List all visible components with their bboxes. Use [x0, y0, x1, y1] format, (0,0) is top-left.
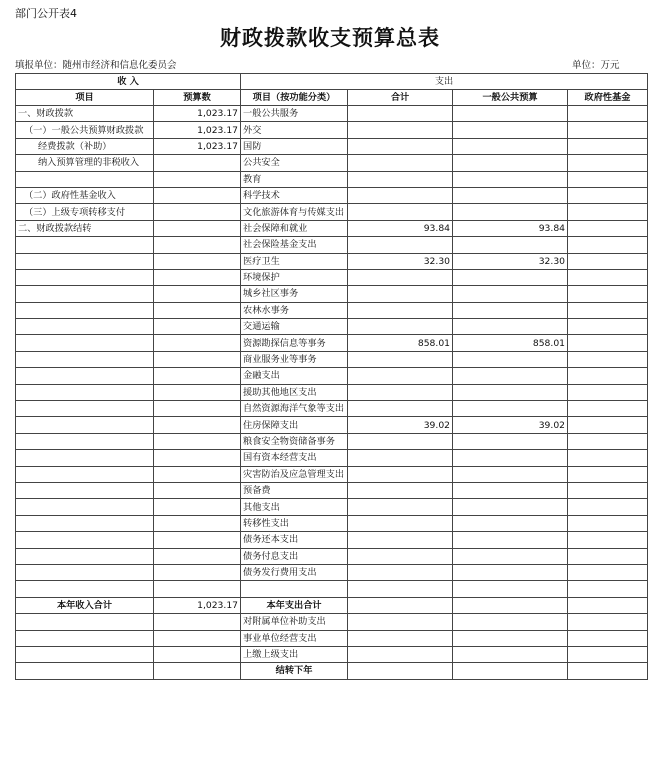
cell-expense-item: 上缴上级支出 [241, 646, 348, 662]
cell-expense-item: 社会保险基金支出 [241, 237, 348, 253]
cell-income-amount [154, 532, 241, 548]
cell-income-item [16, 237, 154, 253]
cell-expense-total [348, 122, 453, 138]
cell-income-amount [154, 564, 241, 580]
cell-income-item [16, 630, 154, 646]
cell-expense-government-fund [568, 433, 648, 449]
cell-expense-item: 医疗卫生 [241, 253, 348, 269]
cell-expense-item: 城乡社区事务 [241, 286, 348, 302]
table-row [16, 663, 648, 679]
cell-income-item [16, 302, 154, 318]
cell-expense-item: 金融支出 [241, 368, 348, 384]
cell-expense-government-fund [568, 171, 648, 187]
cell-expense-total [348, 646, 453, 662]
cell-expense-total [348, 630, 453, 646]
cell-expense-item: 债务还本支出 [241, 532, 348, 548]
col-header-general-budget: 一般公共预算 [453, 90, 568, 106]
cell-income-item [16, 466, 154, 482]
cell-expense-government-fund [568, 253, 648, 269]
cell-expense-total [348, 171, 453, 187]
cell-expense-item: 社会保障和就业 [241, 220, 348, 236]
cell-income-item [16, 532, 154, 548]
table-row [16, 482, 648, 498]
cell-expense-total [348, 532, 453, 548]
cell-income-item [16, 171, 154, 187]
cell-expense-total [348, 597, 453, 613]
cell-expense-government-fund [568, 368, 648, 384]
cell-income-item [16, 384, 154, 400]
cell-expense-total [348, 466, 453, 482]
cell-expense-government-fund [568, 187, 648, 203]
cell-expense-general-budget [453, 532, 568, 548]
cell-expense-general-budget [453, 302, 568, 318]
cell-income-item [16, 450, 154, 466]
cell-income-item [16, 368, 154, 384]
cell-income-amount [154, 450, 241, 466]
table-row [16, 384, 648, 400]
cell-expense-item: 对附属单位补助支出 [241, 614, 348, 630]
cell-expense-general-budget [453, 646, 568, 662]
cell-expense-total [348, 663, 453, 679]
cell-income-amount [154, 384, 241, 400]
cell-income-item [16, 269, 154, 285]
cell-expense-general-budget [453, 515, 568, 531]
cell-expense-general-budget: 39.02 [453, 417, 568, 433]
column-header-row [16, 90, 648, 106]
expense-group-header: 支出 [241, 74, 648, 90]
reporting-unit: 填报单位：随州市经济和信息化委员会 [15, 60, 177, 71]
table-row [16, 564, 648, 580]
cell-income-amount [154, 482, 241, 498]
cell-income-amount [154, 302, 241, 318]
cell-expense-total: 858.01 [348, 335, 453, 351]
cell-expense-general-budget [453, 401, 568, 417]
cell-expense-item: 其他支出 [241, 499, 348, 515]
cell-expense-general-budget [453, 204, 568, 220]
cell-expense-total [348, 286, 453, 302]
cell-expense-total [348, 384, 453, 400]
cell-income-amount [154, 630, 241, 646]
cell-expense-government-fund [568, 482, 648, 498]
cell-income-item: 纳入预算管理的非税收入 [16, 155, 154, 171]
cell-income-amount [154, 663, 241, 679]
table-row [16, 581, 648, 597]
cell-income-amount: 1,023.17 [154, 122, 241, 138]
cell-income-item: （一）一般公共预算财政拨款 [16, 122, 154, 138]
table-row [16, 368, 648, 384]
cell-expense-item: 外交 [241, 122, 348, 138]
cell-expense-item: 一般公共服务 [241, 106, 348, 122]
table-row [16, 351, 648, 367]
cell-expense-government-fund [568, 499, 648, 515]
cell-expense-government-fund [568, 401, 648, 417]
cell-income-item [16, 646, 154, 662]
cell-expense-general-budget [453, 319, 568, 335]
table-row [16, 597, 648, 613]
cell-expense-general-budget [453, 237, 568, 253]
cell-expense-item: 灾害防治及应急管理支出 [241, 466, 348, 482]
table-row [16, 319, 648, 335]
cell-expense-item: 债务付息支出 [241, 548, 348, 564]
table-row [16, 401, 648, 417]
cell-income-amount [154, 548, 241, 564]
table-row [16, 548, 648, 564]
cell-expense-general-budget [453, 482, 568, 498]
cell-expense-item: 住房保障支出 [241, 417, 348, 433]
cell-income-item [16, 581, 154, 597]
table-row [16, 466, 648, 482]
cell-expense-government-fund [568, 466, 648, 482]
cell-expense-total: 93.84 [348, 220, 453, 236]
cell-income-item [16, 564, 154, 580]
cell-income-amount [154, 269, 241, 285]
cell-expense-general-budget [453, 450, 568, 466]
cell-expense-government-fund [568, 204, 648, 220]
cell-income-item [16, 548, 154, 564]
cell-income-item [16, 433, 154, 449]
cell-income-amount [154, 204, 241, 220]
cell-expense-item: 粮食安全物资储备事务 [241, 433, 348, 449]
cell-expense-government-fund [568, 515, 648, 531]
cell-expense-item: 文化旅游体育与传媒支出 [241, 204, 348, 220]
cell-expense-government-fund [568, 450, 648, 466]
table-row [16, 302, 648, 318]
cell-expense-item: 转移性支出 [241, 515, 348, 531]
cell-income-amount [154, 335, 241, 351]
table-row [16, 433, 648, 449]
cell-expense-item: 国有资本经营支出 [241, 450, 348, 466]
cell-income-amount: 1,023.17 [154, 138, 241, 154]
cell-expense-government-fund [568, 138, 648, 154]
table-row [16, 646, 648, 662]
table-row [16, 417, 648, 433]
cell-expense-government-fund [568, 646, 648, 662]
budget-table [15, 73, 648, 680]
cell-expense-general-budget [453, 269, 568, 285]
cell-expense-total [348, 515, 453, 531]
cell-income-item: 二、财政拨款结转 [16, 220, 154, 236]
table-row [16, 515, 648, 531]
cell-income-amount [154, 187, 241, 203]
cell-expense-general-budget [453, 614, 568, 630]
cell-expense-government-fund [568, 581, 648, 597]
cell-expense-total: 39.02 [348, 417, 453, 433]
cell-income-item [16, 499, 154, 515]
cell-expense-government-fund [568, 532, 648, 548]
cell-expense-government-fund [568, 630, 648, 646]
cell-expense-total [348, 138, 453, 154]
cell-expense-item: 科学技术 [241, 187, 348, 203]
table-row [16, 155, 648, 171]
cell-expense-total [348, 302, 453, 318]
cell-expense-general-budget [453, 597, 568, 613]
cell-expense-general-budget [453, 351, 568, 367]
cell-expense-general-budget [453, 499, 568, 515]
cell-expense-total [348, 548, 453, 564]
cell-income-item: 本年收入合计 [16, 597, 154, 613]
table-row [16, 614, 648, 630]
cell-income-amount [154, 368, 241, 384]
cell-expense-government-fund [568, 319, 648, 335]
cell-expense-item: 事业单位经营支出 [241, 630, 348, 646]
table-row [16, 630, 648, 646]
cell-income-item [16, 614, 154, 630]
cell-expense-total [348, 187, 453, 203]
cell-expense-government-fund [568, 597, 648, 613]
cell-expense-general-budget [453, 384, 568, 400]
cell-expense-total [348, 204, 453, 220]
cell-expense-item: 国防 [241, 138, 348, 154]
cell-expense-item: 自然资源海洋气象等支出 [241, 401, 348, 417]
cell-income-amount [154, 646, 241, 662]
table-row [16, 269, 648, 285]
currency-unit: 单位：万元 [572, 60, 620, 71]
cell-expense-general-budget: 32.30 [453, 253, 568, 269]
cell-expense-government-fund [568, 302, 648, 318]
cell-expense-item: 预备费 [241, 482, 348, 498]
table-row [16, 122, 648, 138]
cell-expense-general-budget [453, 368, 568, 384]
table-row [16, 106, 648, 122]
cell-expense-government-fund [568, 220, 648, 236]
cell-expense-general-budget [453, 155, 568, 171]
cell-expense-general-budget [453, 106, 568, 122]
cell-income-amount [154, 319, 241, 335]
doc-id: 部门公开表4 [15, 7, 77, 20]
col-header-total: 合计 [348, 90, 453, 106]
cell-income-item: （三）上级专项转移支付 [16, 204, 154, 220]
cell-expense-general-budget [453, 548, 568, 564]
cell-expense-general-budget [453, 581, 568, 597]
cell-expense-total [348, 351, 453, 367]
cell-income-amount [154, 237, 241, 253]
cell-income-item [16, 335, 154, 351]
cell-income-amount [154, 433, 241, 449]
table-row [16, 450, 648, 466]
cell-expense-general-budget: 858.01 [453, 335, 568, 351]
col-header-expense-item: 项目（按功能分类） [241, 90, 348, 106]
table-row [16, 532, 648, 548]
cell-expense-government-fund [568, 155, 648, 171]
cell-expense-item: 债务发行费用支出 [241, 564, 348, 580]
cell-expense-total [348, 237, 453, 253]
cell-expense-general-budget [453, 630, 568, 646]
cell-expense-general-budget [453, 564, 568, 580]
cell-income-item: 经费拨款（补助） [16, 138, 154, 154]
cell-expense-government-fund [568, 614, 648, 630]
table-row [16, 220, 648, 236]
cell-expense-total [348, 269, 453, 285]
table-row [16, 286, 648, 302]
col-header-income-item: 项目 [16, 90, 154, 106]
cell-expense-government-fund [568, 335, 648, 351]
cell-expense-item: 本年支出合计 [241, 597, 348, 613]
page-title: 财政拨款收支预算总表 [220, 25, 440, 50]
cell-income-amount [154, 515, 241, 531]
cell-income-amount [154, 155, 241, 171]
cell-expense-item: 商业服务业等事务 [241, 351, 348, 367]
cell-expense-total [348, 433, 453, 449]
cell-income-item [16, 482, 154, 498]
table-row [16, 335, 648, 351]
cell-expense-item: 公共安全 [241, 155, 348, 171]
cell-income-amount [154, 286, 241, 302]
cell-expense-general-budget [453, 122, 568, 138]
cell-expense-general-budget [453, 663, 568, 679]
table-row [16, 237, 648, 253]
cell-expense-item: 结转下年 [241, 663, 348, 679]
cell-expense-government-fund [568, 286, 648, 302]
cell-expense-item: 农林水事务 [241, 302, 348, 318]
cell-expense-total [348, 581, 453, 597]
cell-expense-item [241, 581, 348, 597]
cell-expense-government-fund [568, 384, 648, 400]
cell-expense-total [348, 482, 453, 498]
cell-expense-total [348, 499, 453, 515]
cell-expense-government-fund [568, 417, 648, 433]
cell-income-item [16, 663, 154, 679]
col-header-government-fund: 政府性基金 [568, 90, 648, 106]
cell-income-amount [154, 220, 241, 236]
cell-expense-general-budget [453, 433, 568, 449]
cell-income-amount [154, 417, 241, 433]
cell-income-item: 一、财政拨款 [16, 106, 154, 122]
cell-expense-item: 资源勘探信息等事务 [241, 335, 348, 351]
cell-expense-total [348, 368, 453, 384]
cell-income-item [16, 286, 154, 302]
cell-expense-general-budget: 93.84 [453, 220, 568, 236]
cell-income-item [16, 515, 154, 531]
cell-expense-general-budget [453, 466, 568, 482]
cell-expense-total [348, 319, 453, 335]
table-row [16, 204, 648, 220]
cell-income-amount [154, 614, 241, 630]
cell-income-amount [154, 351, 241, 367]
cell-expense-item: 交通运输 [241, 319, 348, 335]
table-row [16, 499, 648, 515]
cell-expense-general-budget [453, 171, 568, 187]
cell-expense-total [348, 450, 453, 466]
cell-expense-total: 32.30 [348, 253, 453, 269]
cell-expense-total [348, 106, 453, 122]
cell-expense-general-budget [453, 286, 568, 302]
table-row [16, 138, 648, 154]
cell-expense-total [348, 401, 453, 417]
cell-expense-general-budget [453, 187, 568, 203]
income-group-header: 收 入 [16, 74, 241, 90]
cell-expense-total [348, 155, 453, 171]
cell-income-item [16, 417, 154, 433]
cell-income-amount [154, 171, 241, 187]
cell-expense-general-budget [453, 138, 568, 154]
cell-income-item [16, 319, 154, 335]
table-row [16, 171, 648, 187]
col-header-income-amount: 预算数 [154, 90, 241, 106]
cell-income-item [16, 351, 154, 367]
cell-expense-government-fund [568, 564, 648, 580]
cell-expense-government-fund [568, 122, 648, 138]
cell-income-amount [154, 466, 241, 482]
cell-expense-item: 环境保护 [241, 269, 348, 285]
cell-expense-government-fund [568, 351, 648, 367]
cell-income-item: （二）政府性基金收入 [16, 187, 154, 203]
cell-expense-total [348, 614, 453, 630]
cell-expense-total [348, 564, 453, 580]
cell-expense-government-fund [568, 548, 648, 564]
table-row [16, 187, 648, 203]
cell-expense-government-fund [568, 663, 648, 679]
cell-expense-item: 教育 [241, 171, 348, 187]
cell-expense-government-fund [568, 237, 648, 253]
cell-expense-item: 援助其他地区支出 [241, 384, 348, 400]
cell-income-amount: 1,023.17 [154, 597, 241, 613]
cell-expense-government-fund [568, 106, 648, 122]
table-row [16, 253, 648, 269]
group-header-row [16, 74, 648, 90]
cell-expense-government-fund [568, 269, 648, 285]
cell-income-amount [154, 401, 241, 417]
cell-income-amount: 1,023.17 [154, 106, 241, 122]
cell-income-amount [154, 581, 241, 597]
cell-income-item [16, 253, 154, 269]
cell-income-amount [154, 499, 241, 515]
cell-income-amount [154, 253, 241, 269]
cell-income-item [16, 401, 154, 417]
